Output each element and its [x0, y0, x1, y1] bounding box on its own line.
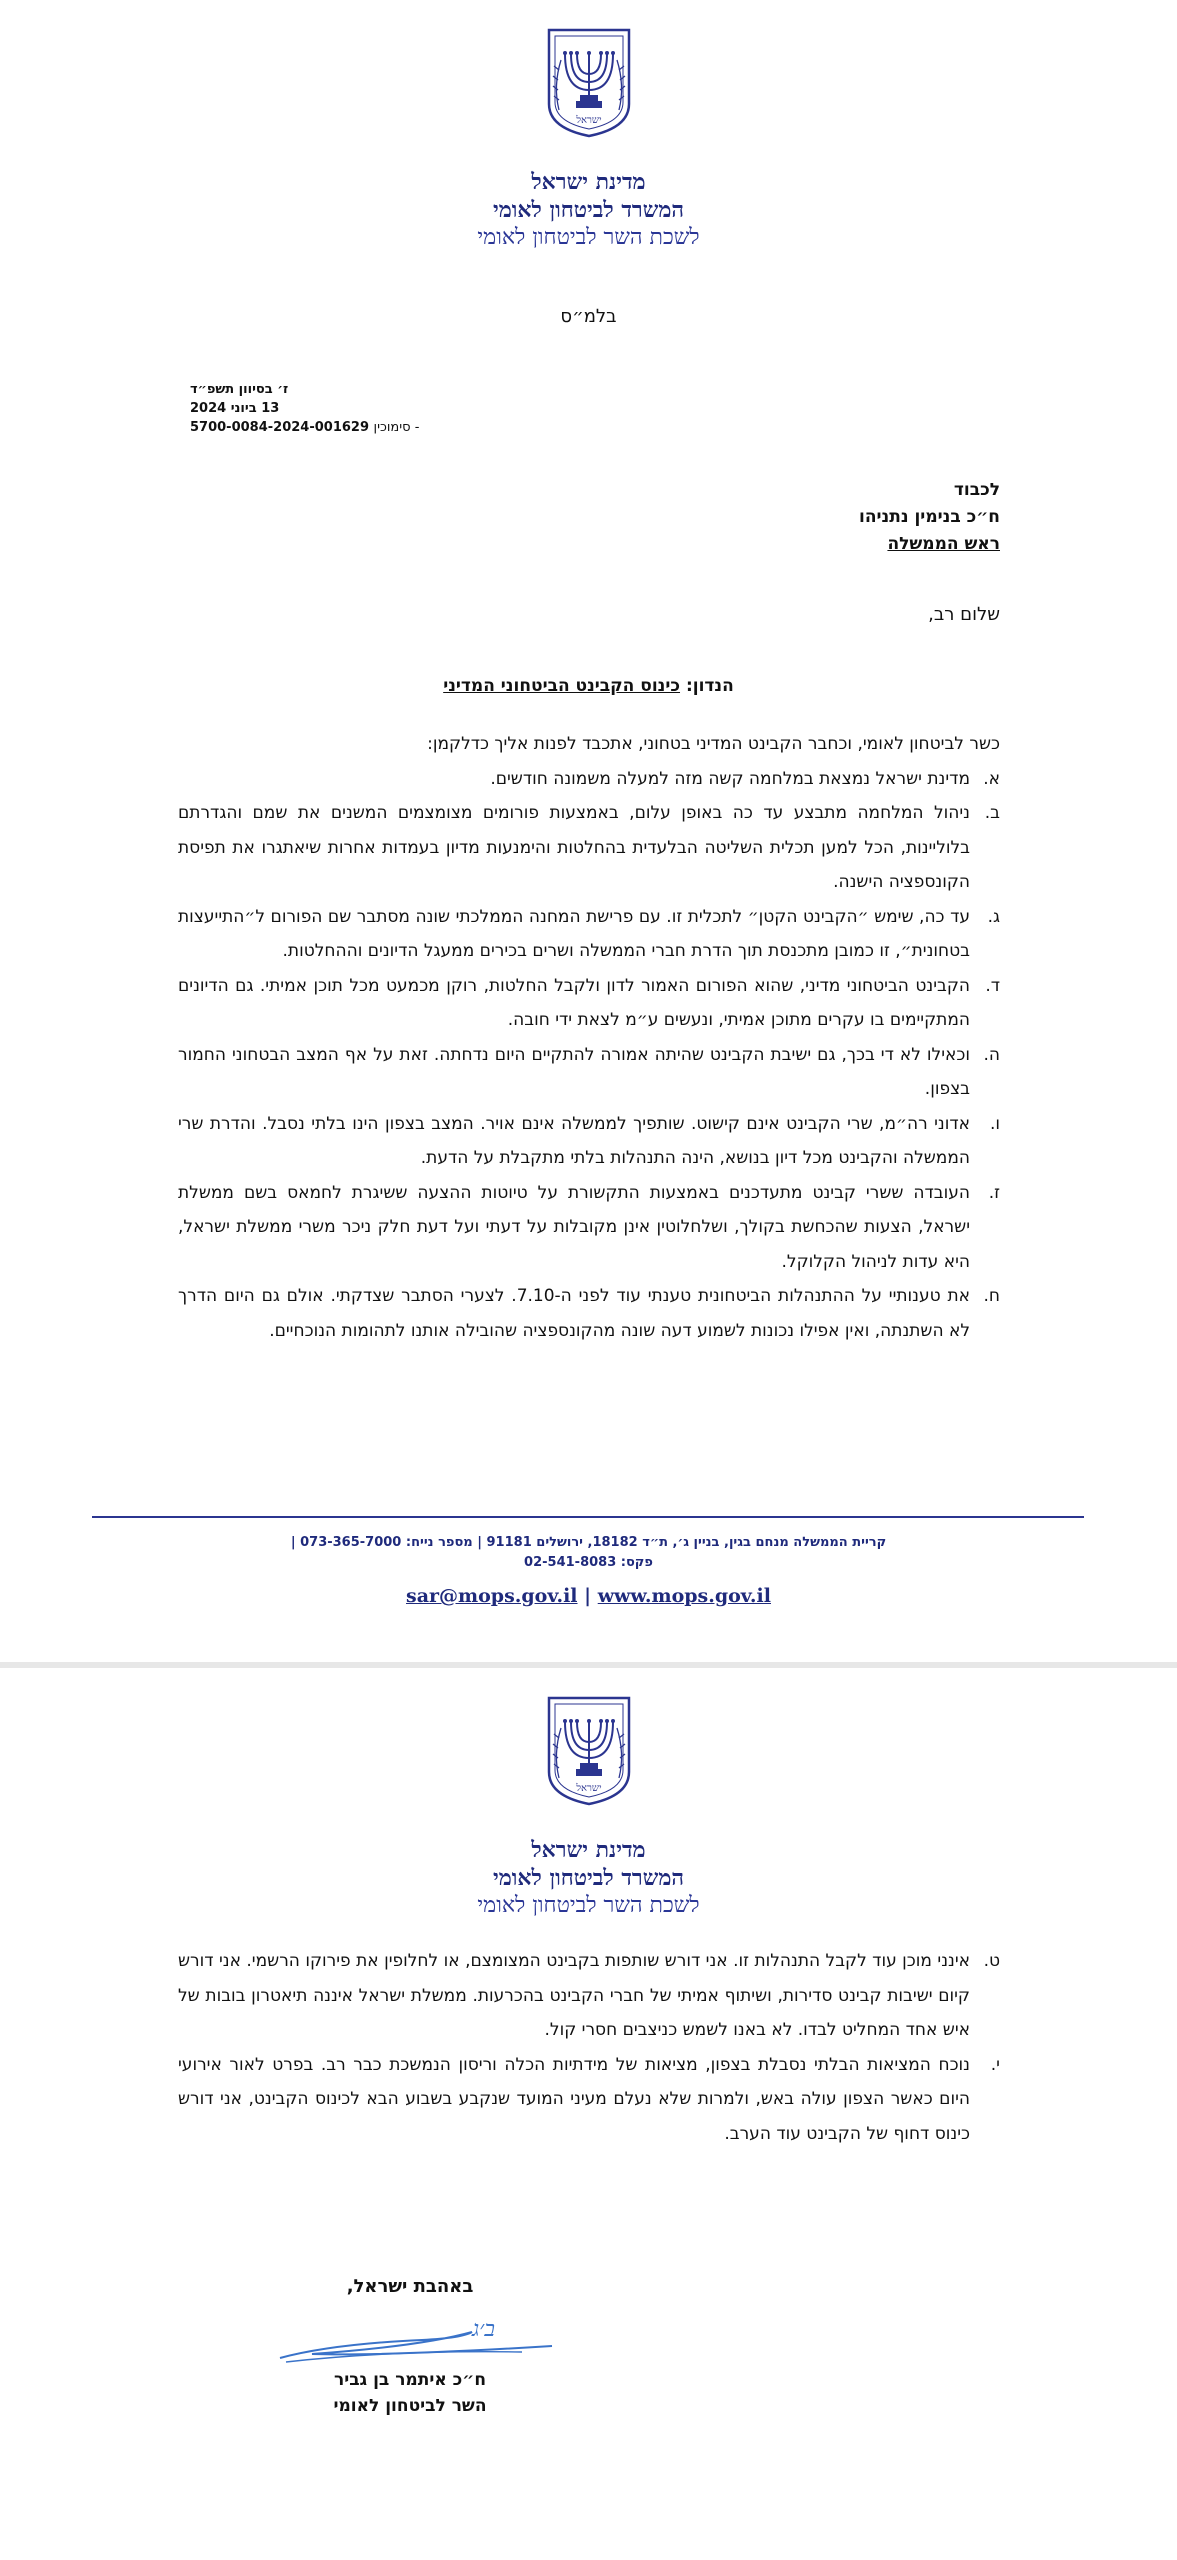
greeting: שלום רב,: [928, 604, 1000, 625]
footer-email-link[interactable]: sar@mops.gov.il: [406, 1585, 578, 1607]
emblem-text: ישראל: [575, 115, 602, 126]
footer-address: קריית הממשלה מנחם בגין, בניין ג׳, ת״ד 18182, ירושלים 91181 | מספר נייח: 073-365-7000 |: [290, 1535, 887, 1550]
letterhead-state: מדינת ישראל: [531, 169, 646, 195]
footer-separator: |: [584, 1585, 592, 1607]
list-item-marker: ז.: [988, 1182, 1000, 1203]
footer-links: [0, 1585, 1177, 1607]
list-item-marker: ה.: [983, 1044, 1000, 1065]
footer-contact: [0, 1533, 1177, 1573]
list-item: [178, 1107, 1000, 1176]
list-item-marker: ח.: [983, 1286, 1000, 1306]
list-item-marker: ג.: [987, 906, 1000, 927]
signature-mark: ב׳ג: [472, 2317, 495, 2342]
list-item-text: מדינת ישראל נמצאת במלחמה קשה מזה למעלה משמונה חודשים.: [490, 768, 970, 789]
list-item-text: עד כה, שימש ״הקבינט הקטן״ לתכלית זו. עם פרישת המחנה הממלכתי שונה מסתבר שם הפורום ל״התייעצות בטחונית״, זו כמובן מתכנסת תוך הדרת חברי הממשלה ושרים בכירים ממעגל הדיונים וההחלטות.: [178, 906, 970, 961]
letter-body: [178, 727, 1000, 1348]
letter-date: 13 ביוני 2024: [190, 401, 280, 416]
numbered-list: [178, 762, 1000, 1349]
reference-label: סימוכין -: [373, 420, 420, 435]
list-item: [178, 900, 1000, 969]
letterhead-ministry: המשרד לביטחון לאומי: [492, 197, 685, 223]
letterhead-ministry: המשרד לביטחון לאומי: [492, 1865, 685, 1891]
list-item: [178, 1944, 1000, 2048]
addressee-name: ח״כ בנימין נתניהו: [859, 507, 1000, 527]
hebrew-date: ז׳ בסיוון תשפ״ד: [190, 382, 289, 397]
letterhead: [0, 1836, 1177, 1920]
list-item-marker: י.: [990, 2054, 1000, 2075]
closing-line: באהבת ישראל,: [346, 2276, 474, 2297]
numbered-list: [178, 1944, 1000, 2151]
list-item-marker: ו.: [989, 1113, 1000, 1134]
list-item-text: אינני מוכן עוד לקבל התנהלות זו. אני דורש שותפות בקבינט המצומצם, או לחלופין את פירוקו הרשמי. אני דורש קיום ישיבות קבינט סדירות, ושיתוף אמיתי של חברי הקבינט בהכרעות. ממשלת ישראל איננה תיאטרון בובות של איש אחד המחליט לבדו. לא באנו לשמש כניצבים חסרי קול.: [178, 1951, 970, 2040]
subject-line: [0, 676, 1177, 696]
list-item-marker: ט.: [983, 1951, 1000, 1971]
list-item-text: נוכח המציאות הבלתי נסבלת בצפון, מציאות של מידתיות הכלה וריסון הנמשכת כבר רב. בפרט לאור אירועי היום כאשר הצפון עולה באש, ולמרות שלא נעלם מעיני המועד שנקבע בשבוע הבא לכינוס הקבינט, אני דורש כינוס דחוף של הקבינט עוד הערב.: [178, 2054, 970, 2144]
signature-block: [280, 2367, 540, 2419]
handwritten-signature-icon: [272, 2310, 562, 2368]
reference-line: [190, 418, 590, 437]
state-emblem-icon: [543, 26, 635, 138]
body-intro: כשר לביטחון לאומי, וכחבר הקבינט המדיני בטחוני, אתכבד לפנות אליך כדלקמן:: [427, 734, 1000, 754]
addressee-block: [600, 477, 1000, 558]
list-item-marker: ד.: [985, 975, 1000, 996]
list-item-marker: ב.: [984, 803, 1000, 823]
addressee-title: ראש הממשלה: [887, 534, 1000, 554]
list-item: [178, 1038, 1000, 1107]
letterhead-state: מדינת ישראל: [531, 1837, 646, 1863]
subject-label: הנדון:: [685, 676, 734, 696]
letter-meta: [190, 380, 590, 437]
subject-text: כינוס הקבינט הביטחוני המדיני: [443, 676, 681, 696]
addressee-to: לכבוד: [953, 480, 1000, 500]
reference-number: 5700-0084-2024-001629: [190, 420, 370, 435]
letter-body-continued: [178, 1944, 1000, 2151]
list-item-text: וכאילו לא די בכך, גם ישיבת הקבינט שהיתה אמורה להתקיים היום נדחתה. זאת על אף המצב הבטחוני החמור בצפון.: [178, 1044, 970, 1099]
list-item: [178, 762, 1000, 797]
footer-website-link[interactable]: www.mops.gov.il: [597, 1585, 771, 1607]
letterhead: [0, 168, 1177, 252]
list-item-text: את טענותיי על ההתנהלות הביטחונית טענתי עוד לפני ה-7.10. לצערי הסתבר שצדקתי. אולם גם היום הדרך לא השתנתה, ואין אפילו נכונות לשמוע דעה שונה מהקונספציה שהובילה אותנו לתהומות הנוכחיים.: [178, 1286, 971, 1341]
classification-label: בלמ״ס: [560, 306, 617, 327]
letterhead-office: לשכת השר לביטחון לאומי: [477, 225, 700, 250]
letterhead-office: לשכת השר לביטחון לאומי: [477, 1893, 700, 1918]
emblem-text: ישראל: [575, 1783, 602, 1794]
list-item-text: אדוני רה״מ, שרי הקבינט אינם קישוט. שותפיך לממשלה אינם אויר. המצב בצפון הינו בלתי נסבל. והדרת שרי הממשלה והקבינט מכל דיון בנושא, הינה התנהלות בלתי מתקבלת על הדעת.: [178, 1113, 970, 1168]
list-item: [178, 969, 1000, 1038]
signer-name: ח״כ איתמר בן גביר: [333, 2370, 487, 2390]
list-item: [178, 796, 1000, 900]
list-item: [178, 1279, 1000, 1348]
list-item-marker: א.: [983, 768, 1000, 789]
list-item-text: העובדה ששרי קבינט מתעדכנים באמצעות התקשורת על טיוטות ההצעה ששיגרת לחמאס בשם ממשלת ישראל, הצעות שהכחשת בקולך, ושלחלוטין אינן מקובלות על דעתי ועל דעת חלק ניכר משרי ממשלת ישראל, היא עדות לניהול הקלוקל.: [178, 1182, 970, 1272]
footer-fax: פקס: 02-541-8083: [524, 1555, 653, 1570]
list-item: [178, 2048, 1000, 2152]
signer-title: השר לביטחון לאומי: [333, 2396, 487, 2416]
list-item: [178, 1176, 1000, 1280]
footer-divider: [92, 1516, 1084, 1518]
list-item-text: הקבינט הביטחוני מדיני, שהוא הפורום האמור לדון ולקבל החלטות, רוקן מכמעט מכל תוכן אמיתי. גם הדיונים המתקיימים בו עקרים מתוכן אמיתי, ונעשים ע״מ לצאת ידי חובה.: [178, 975, 970, 1030]
state-emblem-icon: [543, 1694, 635, 1806]
list-item-text: ניהול המלחמה מתבצע עד כה באופן עלום, באמצעות פורומים מצומצמים המשנים את שמם והגדרתם בלוליינות, הכל למען תכלית השליטה הבלעדית בהחלטות והימנעות מדיון בעמדות אחרות שיאתגרו את תפיסת הקונספציה הישנה.: [178, 803, 970, 892]
